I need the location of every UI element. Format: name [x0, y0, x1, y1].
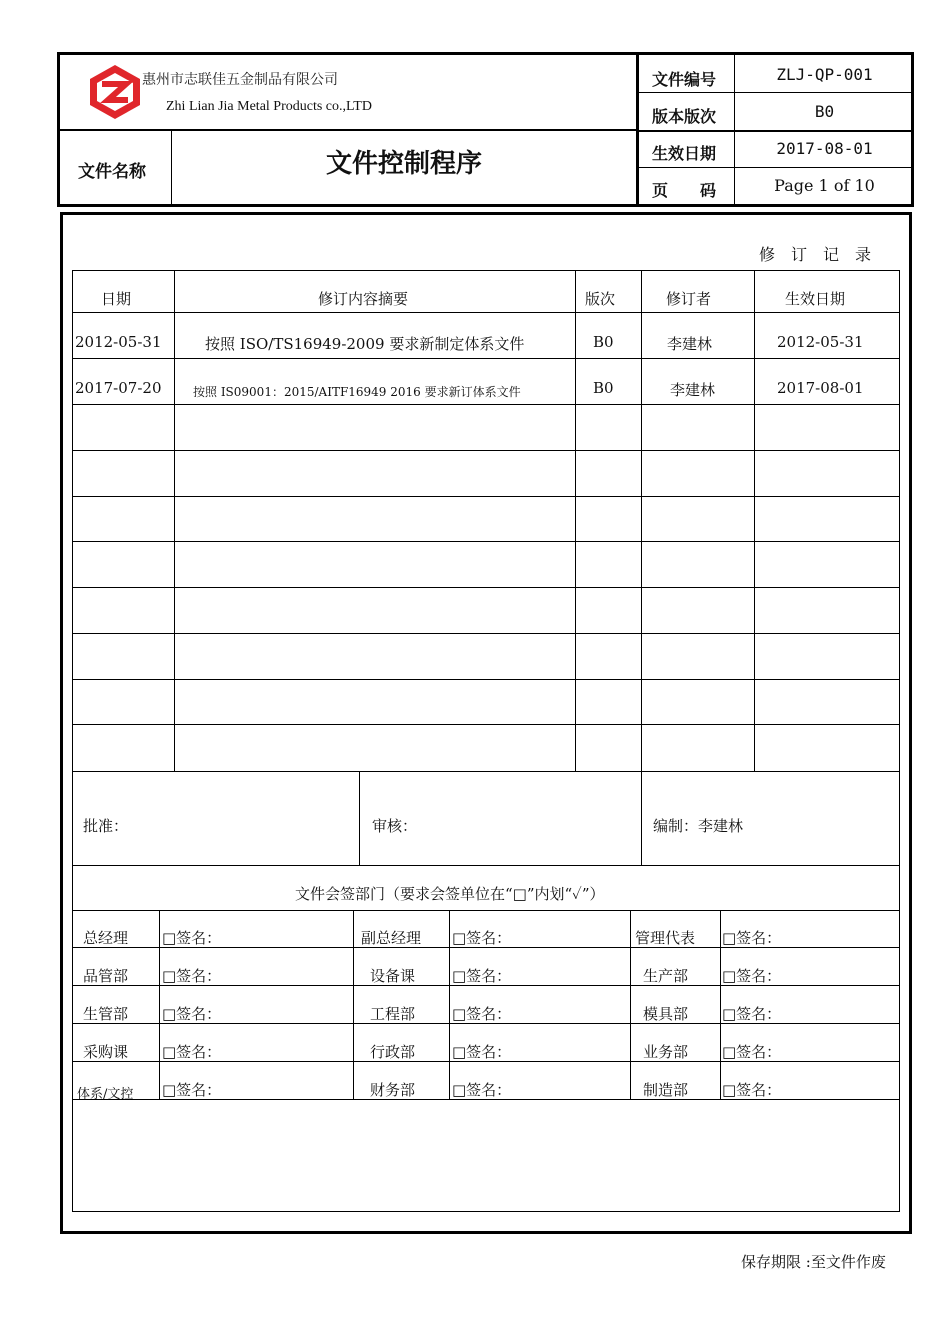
- page-value: Page 1 of 10: [774, 176, 875, 195]
- sign-box[interactable]: □签名：: [452, 1043, 512, 1061]
- dept-mgmt-rep: 管理代表: [635, 929, 696, 947]
- col-summary: 修订内容摘要: [318, 290, 409, 308]
- doc-name-label: 文件名称: [78, 162, 146, 182]
- dept-mold: 模具部: [643, 1005, 689, 1023]
- sign-box[interactable]: □签名：: [162, 967, 222, 985]
- sign-box[interactable]: □签名：: [722, 1005, 782, 1023]
- dept-production: 生产部: [643, 967, 689, 985]
- sign-box[interactable]: □签名：: [452, 1081, 512, 1099]
- table-row-1-date: 2012-05-31: [75, 333, 162, 351]
- review-label: 审核：: [372, 817, 418, 835]
- effective-label: 生效日期: [652, 144, 717, 163]
- table-row-2-summary: 按照 IS09001：2015/AITF16949 2016 要求新订体系文件: [193, 385, 521, 399]
- revision-title: 修 订 记 录: [759, 245, 872, 264]
- signoff-title: 文件会签部门（要求会签单位在“□”内划“✓”）: [295, 885, 605, 903]
- col-effective: 生效日期: [785, 290, 846, 308]
- dept-prod-control: 生管部: [83, 1005, 129, 1023]
- document-body: [60, 212, 912, 1234]
- dept-deputy-gm: 副总经理: [361, 929, 422, 947]
- table-row-1-summary: 按照 ISO/TS16949-2009 要求新制定体系文件: [205, 335, 525, 353]
- sign-box[interactable]: □签名：: [162, 1043, 222, 1061]
- sign-box[interactable]: □签名：: [722, 1081, 782, 1099]
- dept-engineering: 工程部: [370, 1005, 416, 1023]
- company-logo-icon: [86, 63, 144, 121]
- sign-box[interactable]: □签名：: [162, 1081, 222, 1099]
- sign-box[interactable]: □签名：: [162, 1005, 222, 1023]
- col-reviser: 修订者: [666, 290, 712, 308]
- table-row-1-reviser: 李建林: [667, 335, 713, 353]
- version-label: 版本版次: [652, 107, 717, 126]
- sign-box[interactable]: □签名：: [722, 929, 782, 947]
- dept-manufacturing: 制造部: [643, 1081, 689, 1099]
- dept-finance: 财务部: [370, 1081, 416, 1099]
- table-row-2-date: 2017-07-20: [75, 379, 162, 397]
- doc-no-value: ZLJ-QP-001: [776, 65, 873, 84]
- sign-box[interactable]: □签名：: [722, 1043, 782, 1061]
- dept-admin: 行政部: [370, 1043, 416, 1061]
- dept-sales: 业务部: [643, 1043, 689, 1061]
- company-name-en: Zhi Lian Jia Metal Products co.,LTD: [166, 99, 372, 114]
- approve-label: 批准：: [83, 817, 129, 835]
- dept-system-doc: 体系/文控: [77, 1087, 134, 1102]
- effective-value: 2017-08-01: [776, 139, 873, 158]
- col-version: 版次: [585, 290, 616, 308]
- sign-box[interactable]: □签名：: [452, 967, 512, 985]
- table-row-2-version: B0: [593, 379, 614, 397]
- dept-qa: 品管部: [83, 967, 129, 985]
- dept-equipment: 设备课: [370, 967, 416, 985]
- prepare-label: 编制：李建林: [653, 817, 744, 835]
- table-row-1-effective: 2012-05-31: [777, 333, 864, 351]
- document-header: [57, 52, 914, 207]
- version-value: B0: [814, 102, 835, 121]
- company-name-cn: 惠州市志联佳五金制品有限公司: [142, 72, 338, 88]
- table-row-2-effective: 2017-08-01: [777, 379, 864, 397]
- retention-note: 保存期限 :至文件作废: [741, 1253, 886, 1271]
- sign-box[interactable]: □签名：: [452, 1005, 512, 1023]
- dept-gm: 总经理: [83, 929, 129, 947]
- dept-purchasing: 采购课: [83, 1043, 129, 1061]
- doc-no-label: 文件编号: [652, 70, 717, 89]
- table-row-2-reviser: 李建林: [670, 381, 716, 399]
- table-row-1-version: B0: [593, 333, 614, 351]
- sign-box[interactable]: □签名：: [722, 967, 782, 985]
- sign-box[interactable]: □签名：: [452, 929, 512, 947]
- doc-name-title: 文件控制程序: [325, 149, 482, 179]
- sign-box[interactable]: □签名：: [162, 929, 222, 947]
- page-label: 页 码: [652, 181, 717, 200]
- col-date: 日期: [101, 290, 132, 308]
